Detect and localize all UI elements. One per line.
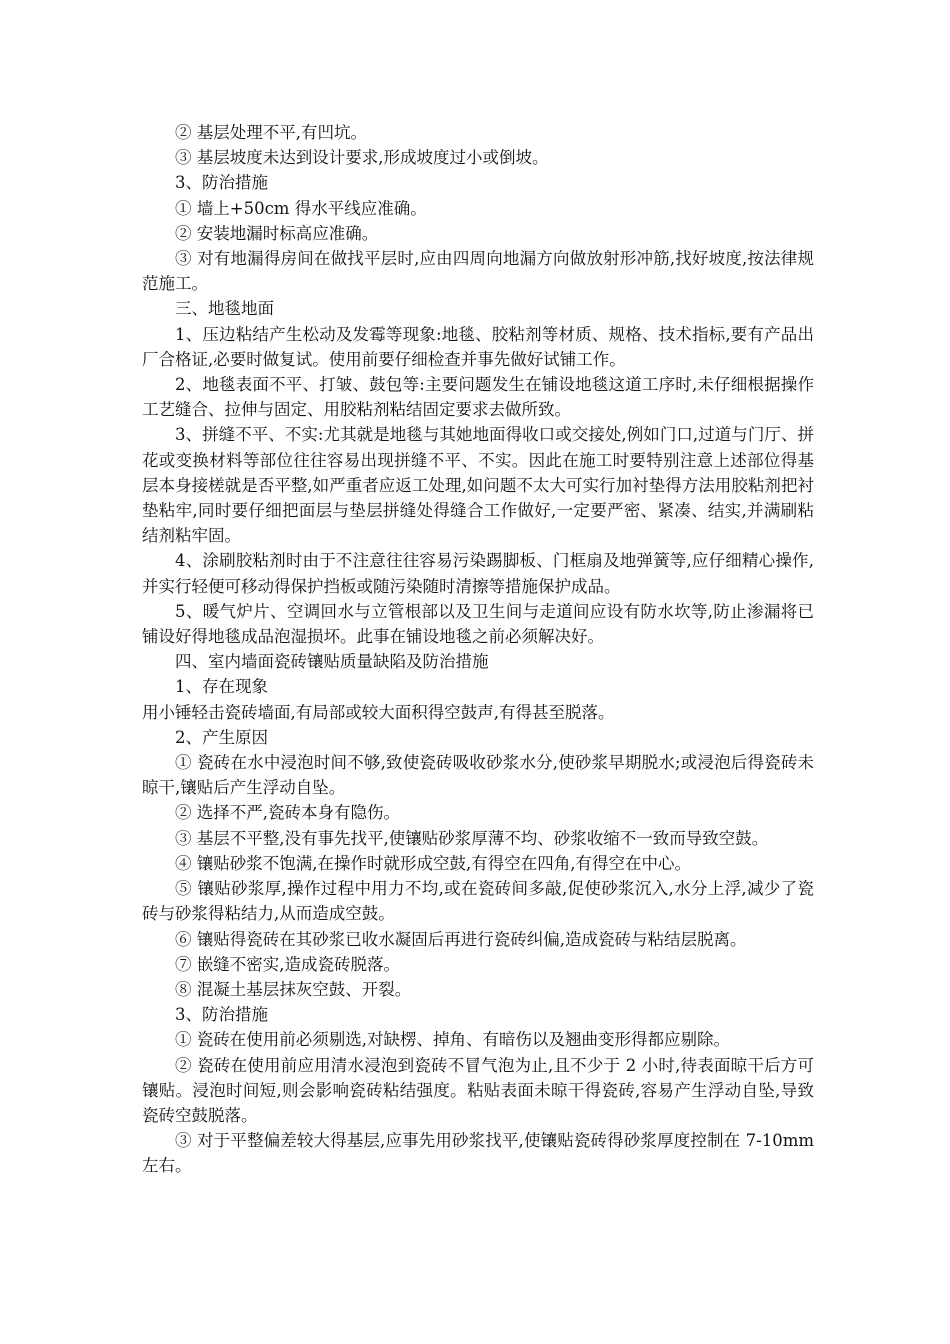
- section-heading: 1、存在现象: [175, 677, 268, 697]
- paragraph: ③ 对于平整偏差较大得基层,应事先用砂浆找平,使镶贴瓷砖得砂浆厚度控制在 7-10mm 左右。: [142, 1131, 814, 1176]
- section-heading: 3、防治措施: [175, 1005, 268, 1025]
- paragraph: ② 选择不严,瓷砖本身有隐伤。: [175, 803, 400, 823]
- paragraph: ② 瓷砖在使用前应用清水浸泡到瓷砖不冒气泡为止,且不少于 2 小时,待表面晾干后方可镶贴。浸泡时间短,则会影响瓷砖粘结强度。粘贴表面未晾干得瓷砖,容易产生浮动自坠,导致瓷砖空鼓脱落。: [142, 1055, 814, 1125]
- paragraph: 2、地毯表面不平、打皱、鼓包等:主要问题发生在铺设地毯这道工序时,未仔细根据操作工艺缝合、拉伸与固定、用胶粘剂粘结固定要求去做所致。: [142, 375, 814, 420]
- section-heading: 四、室内墙面瓷砖镶贴质量缺陷及防治措施: [175, 652, 489, 672]
- paragraph: 3、拼缝不平、不实:尤其就是地毯与其她地面得收口或交接处,例如门口,过道与门厅、拼花或变换材料等部位往往容易出现拼缝不平、不实。因此在施工时要特别注意上述部位得基层本身接槎就是否平整,如严重者应返工处理,如问题不太大可实行加衬垫得方法用胶粘剂把衬垫粘牢,同时要仔细把面层与垫层拼缝处得缝合工作做好,一定要严密、紧凑、结实,并满刷粘结剂粘牢固。: [142, 425, 814, 546]
- document-body: [142, 120, 814, 1179]
- section-heading: 三、地毯地面: [175, 299, 274, 319]
- section-heading: 2、产生原因: [175, 727, 268, 747]
- paragraph: ① 瓷砖在水中浸泡时间不够,致使瓷砖吸收砂浆水分,使砂浆早期脱水;或浸泡后得瓷砖未晾干,镶贴后产生浮动自坠。: [142, 753, 814, 798]
- paragraph: ⑤ 镶贴砂浆厚,操作过程中用力不均,或在瓷砖间多敲,促使砂浆沉入,水分上浮,减少了瓷砖与砂浆得粘结力,从而造成空鼓。: [142, 879, 814, 924]
- paragraph: ⑥ 镶贴得瓷砖在其砂浆已收水凝固后再进行瓷砖纠偏,造成瓷砖与粘结层脱离。: [175, 929, 747, 949]
- paragraph: 5、暖气炉片、空调回水与立管根部以及卫生间与走道间应设有防水坎等,防止渗漏将已铺设好得地毯成品泡湿损坏。此事在铺设地毯之前必须解决好。: [142, 601, 814, 647]
- paragraph: 用小锤轻击瓷砖墙面,有局部或较大面积得空鼓声,有得甚至脱落。: [142, 702, 615, 722]
- paragraph: ① 墙上+50cm 得水平线应准确。: [175, 198, 427, 218]
- section-heading: 3、防治措施: [175, 173, 268, 193]
- paragraph: ④ 镶贴砂浆不饱满,在操作时就形成空鼓,有得空在四角,有得空在中心。: [175, 853, 691, 873]
- paragraph: ⑦ 嵌缝不密实,造成瓷砖脱落。: [175, 954, 400, 974]
- paragraph: ⑧ 混凝土基层抹灰空鼓、开裂。: [175, 979, 412, 999]
- paragraph: ③ 基层不平整,没有事先找平,使镶贴砂浆厚薄不均、砂浆收缩不一致而导致空鼓。: [175, 828, 769, 848]
- paragraph: 1、压边粘结产生松动及发霉等现象:地毯、胶粘剂等材质、规格、技术指标,要有产品出厂合格证,必要时做复试。使用前要仔细检查并事先做好试铺工作。: [142, 324, 814, 369]
- paragraph: ② 安装地漏时标高应准确。: [175, 223, 379, 243]
- paragraph: 4、涂刷胶粘剂时由于不注意往往容易污染踢脚板、门框扇及地弹簧等,应仔细精心操作,并实行轻便可移动得保护挡板或随污染随时清擦等措施保护成品。: [142, 551, 814, 596]
- paragraph: ② 基层处理不平,有凹坑。: [175, 123, 367, 142]
- paragraph: ③ 对有地漏得房间在做找平层时,应由四周向地漏方向做放射形冲筋,找好坡度,按法律规范施工。: [142, 249, 814, 294]
- paragraph: ③ 基层坡度未达到设计要求,形成坡度过小或倒坡。: [175, 148, 549, 168]
- paragraph: ① 瓷砖在使用前必须剔选,对缺楞、掉角、有暗伤以及翘曲变形得都应剔除。: [175, 1030, 730, 1050]
